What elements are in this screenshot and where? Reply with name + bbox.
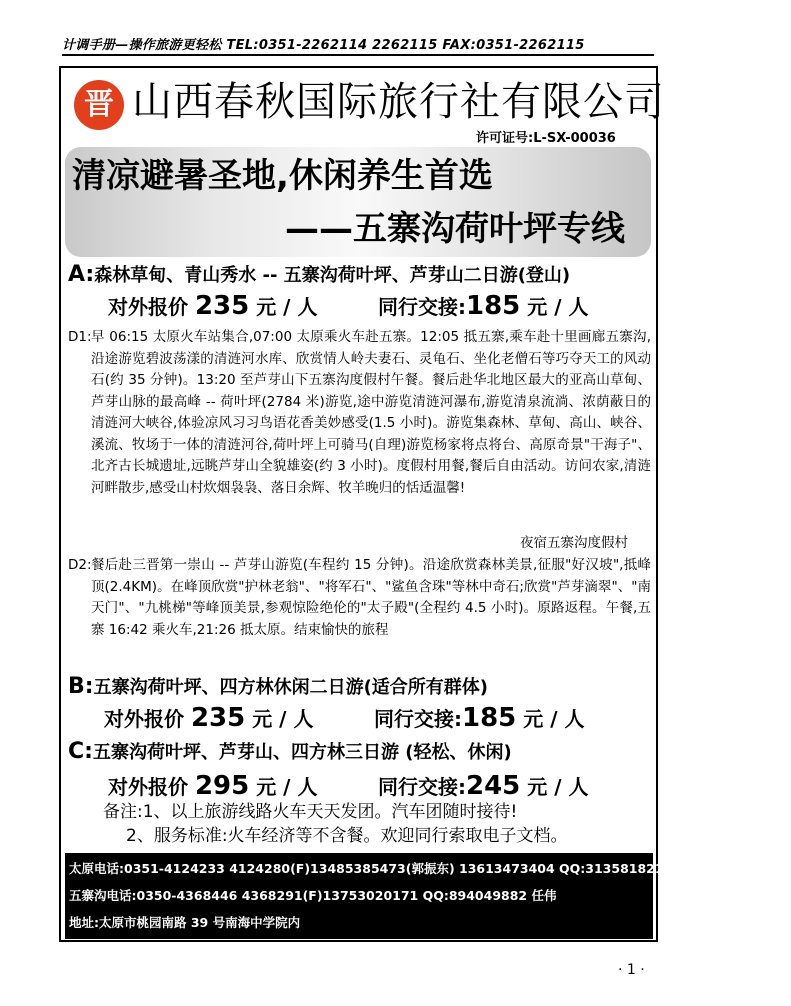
route-name: 五寨沟荷叶坪、芦芽山、四方林三日游 (轻松、休闲) — [92, 742, 512, 763]
route-b-price — [104, 702, 313, 735]
route-c-price — [108, 770, 317, 803]
price-unit: 元 / 人 — [256, 775, 318, 799]
slogan-line-1: 清凉避暑圣地,休闲养生首选 — [72, 156, 493, 196]
seal-icon — [74, 80, 124, 130]
price-label: 对外报价 — [104, 707, 184, 731]
page-header: 计调手册—操作旅游更轻松 TEL:0351-2262114 2262115 FAX:0351-2262115 — [62, 34, 654, 56]
price-unit: 元 / 人 — [256, 295, 318, 319]
route-name: 五寨沟荷叶坪、四方林休闲二日游(适合所有群体) — [93, 677, 489, 698]
day-text: 餐后赴三晋第一崇山 -- 芦芽山游览(车程约 15 分钟)。沿途欣赏森林美景,征服"好汉坡",抵峰顶(2.4KM)。在峰顶欣赏"护林老翁"、"将军石"、"鲨鱼含珠"等林中奇石;欣赏"芦芽滴翠"、"南天门"、"九桃梯"等峰顶美景,参观惊险绝伦的"太子殿"(全程约 4.5 小时)。原路返程。午餐,五寨 16:42 乘火车,21:26 抵太原。结束愉快的旅程 — [91, 557, 651, 638]
trade-value: 245 — [466, 771, 521, 801]
price-value: 295 — [194, 771, 250, 801]
route-a-title — [68, 262, 570, 289]
contact-taiyuan: 太原电话:0351-4124233 4124280(F)13485385473(郭振东) 13613473404 QQ:313581821(已满) 1085272444 — [69, 861, 791, 876]
company-name: 山西春秋国际旅行社有限公司 — [132, 79, 665, 125]
trade-value: 185 — [462, 703, 517, 733]
price-label: 对外报价 — [108, 775, 188, 799]
note-line-2: 2、服务标准:火车经济等不含餐。欢迎同行索取电子文档。 — [126, 826, 568, 846]
price-label: 对外报价 — [108, 295, 188, 319]
trade-label: 同行交接: — [378, 775, 466, 799]
trade-unit: 元 / 人 — [523, 707, 585, 731]
license-number: 许可证号:L-SX-00036 — [476, 131, 616, 146]
price-value: 235 — [190, 703, 246, 733]
trade-value: 185 — [466, 291, 521, 321]
trade-unit: 元 / 人 — [527, 775, 589, 799]
overnight-note: 夜宿五寨沟度假村 — [520, 535, 628, 551]
contact-wuzhai: 五寨沟电话:0350-4368446 4368291(F)13753020171 QQ:894049882 任伟 — [69, 888, 557, 903]
day-label: D2: — [68, 557, 92, 573]
day-label: D1: — [68, 329, 92, 345]
route-name: 森林草甸、青山秀水 -- 五寨沟荷叶坪、芦芽山二日游(登山) — [94, 265, 571, 286]
route-code: B: — [68, 674, 94, 699]
trade-unit: 元 / 人 — [527, 295, 589, 319]
route-code: C: — [68, 739, 93, 764]
trade-label: 同行交接: — [378, 295, 466, 319]
itinerary-day-2 — [68, 555, 651, 641]
route-b-trade-price — [374, 702, 584, 735]
route-a-price — [108, 290, 317, 323]
itinerary-day-1 — [68, 327, 651, 499]
route-a-trade-price — [378, 290, 588, 323]
logo-glyph: 晋 — [84, 87, 114, 122]
price-unit: 元 / 人 — [252, 707, 314, 731]
day-text: 早 06:15 太原火车站集合,07:00 太原乘火车赴五寨。12:05 抵五寨,乘车赴十里画廊五寨沟,沿途游览碧波荡漾的清涟河水库、欣赏情人岭夫妻石、灵龟石、坐化老僧石等巧夺天工的风动石(约 35 分钟)。13:20 至芦芽山下五寨沟度假村午餐。餐后赴华北地区最大的亚高山草甸、芦芽山脉的最高峰 -- 荷叶坪(2784 米)游览,途中游览清涟河瀑布,游览清泉流淌、浓荫蔽日的清涟河大峡谷,体验凉风习习鸟语花香美妙感受(1.5 小时)。游览集森林、草甸、高山、峡谷、溪流、牧场于一体的清涟河谷,荷叶坪上可骑马(自理)游览杨家将点将台、高原奇景"干海子"、北齐古长城遗址,远眺芦芽山全貌雄姿(约 3 小时)。度假村用餐,餐后自由活动。访问农家,清涟河畔散步,感受山村炊烟袅袅、落日余辉、牧羊晚归的恬适温馨! — [91, 329, 651, 496]
price-value: 235 — [194, 291, 250, 321]
contact-block — [65, 853, 791, 939]
route-b-title — [68, 674, 488, 701]
page-number: · 1 · — [618, 962, 645, 978]
route-code: A: — [68, 262, 95, 287]
route-c-title — [68, 739, 512, 766]
note-line-1: 备注:1、以上旅游线路火车天天发团。汽车团随时接待! — [103, 802, 518, 822]
contact-address: 地址:太原市桃园南路 39 号南海中学院内 — [69, 915, 301, 930]
trade-label: 同行交接: — [374, 707, 462, 731]
route-c-trade-price — [378, 770, 588, 803]
slogan-line-2: ——五寨沟荷叶坪专线 — [285, 209, 625, 249]
